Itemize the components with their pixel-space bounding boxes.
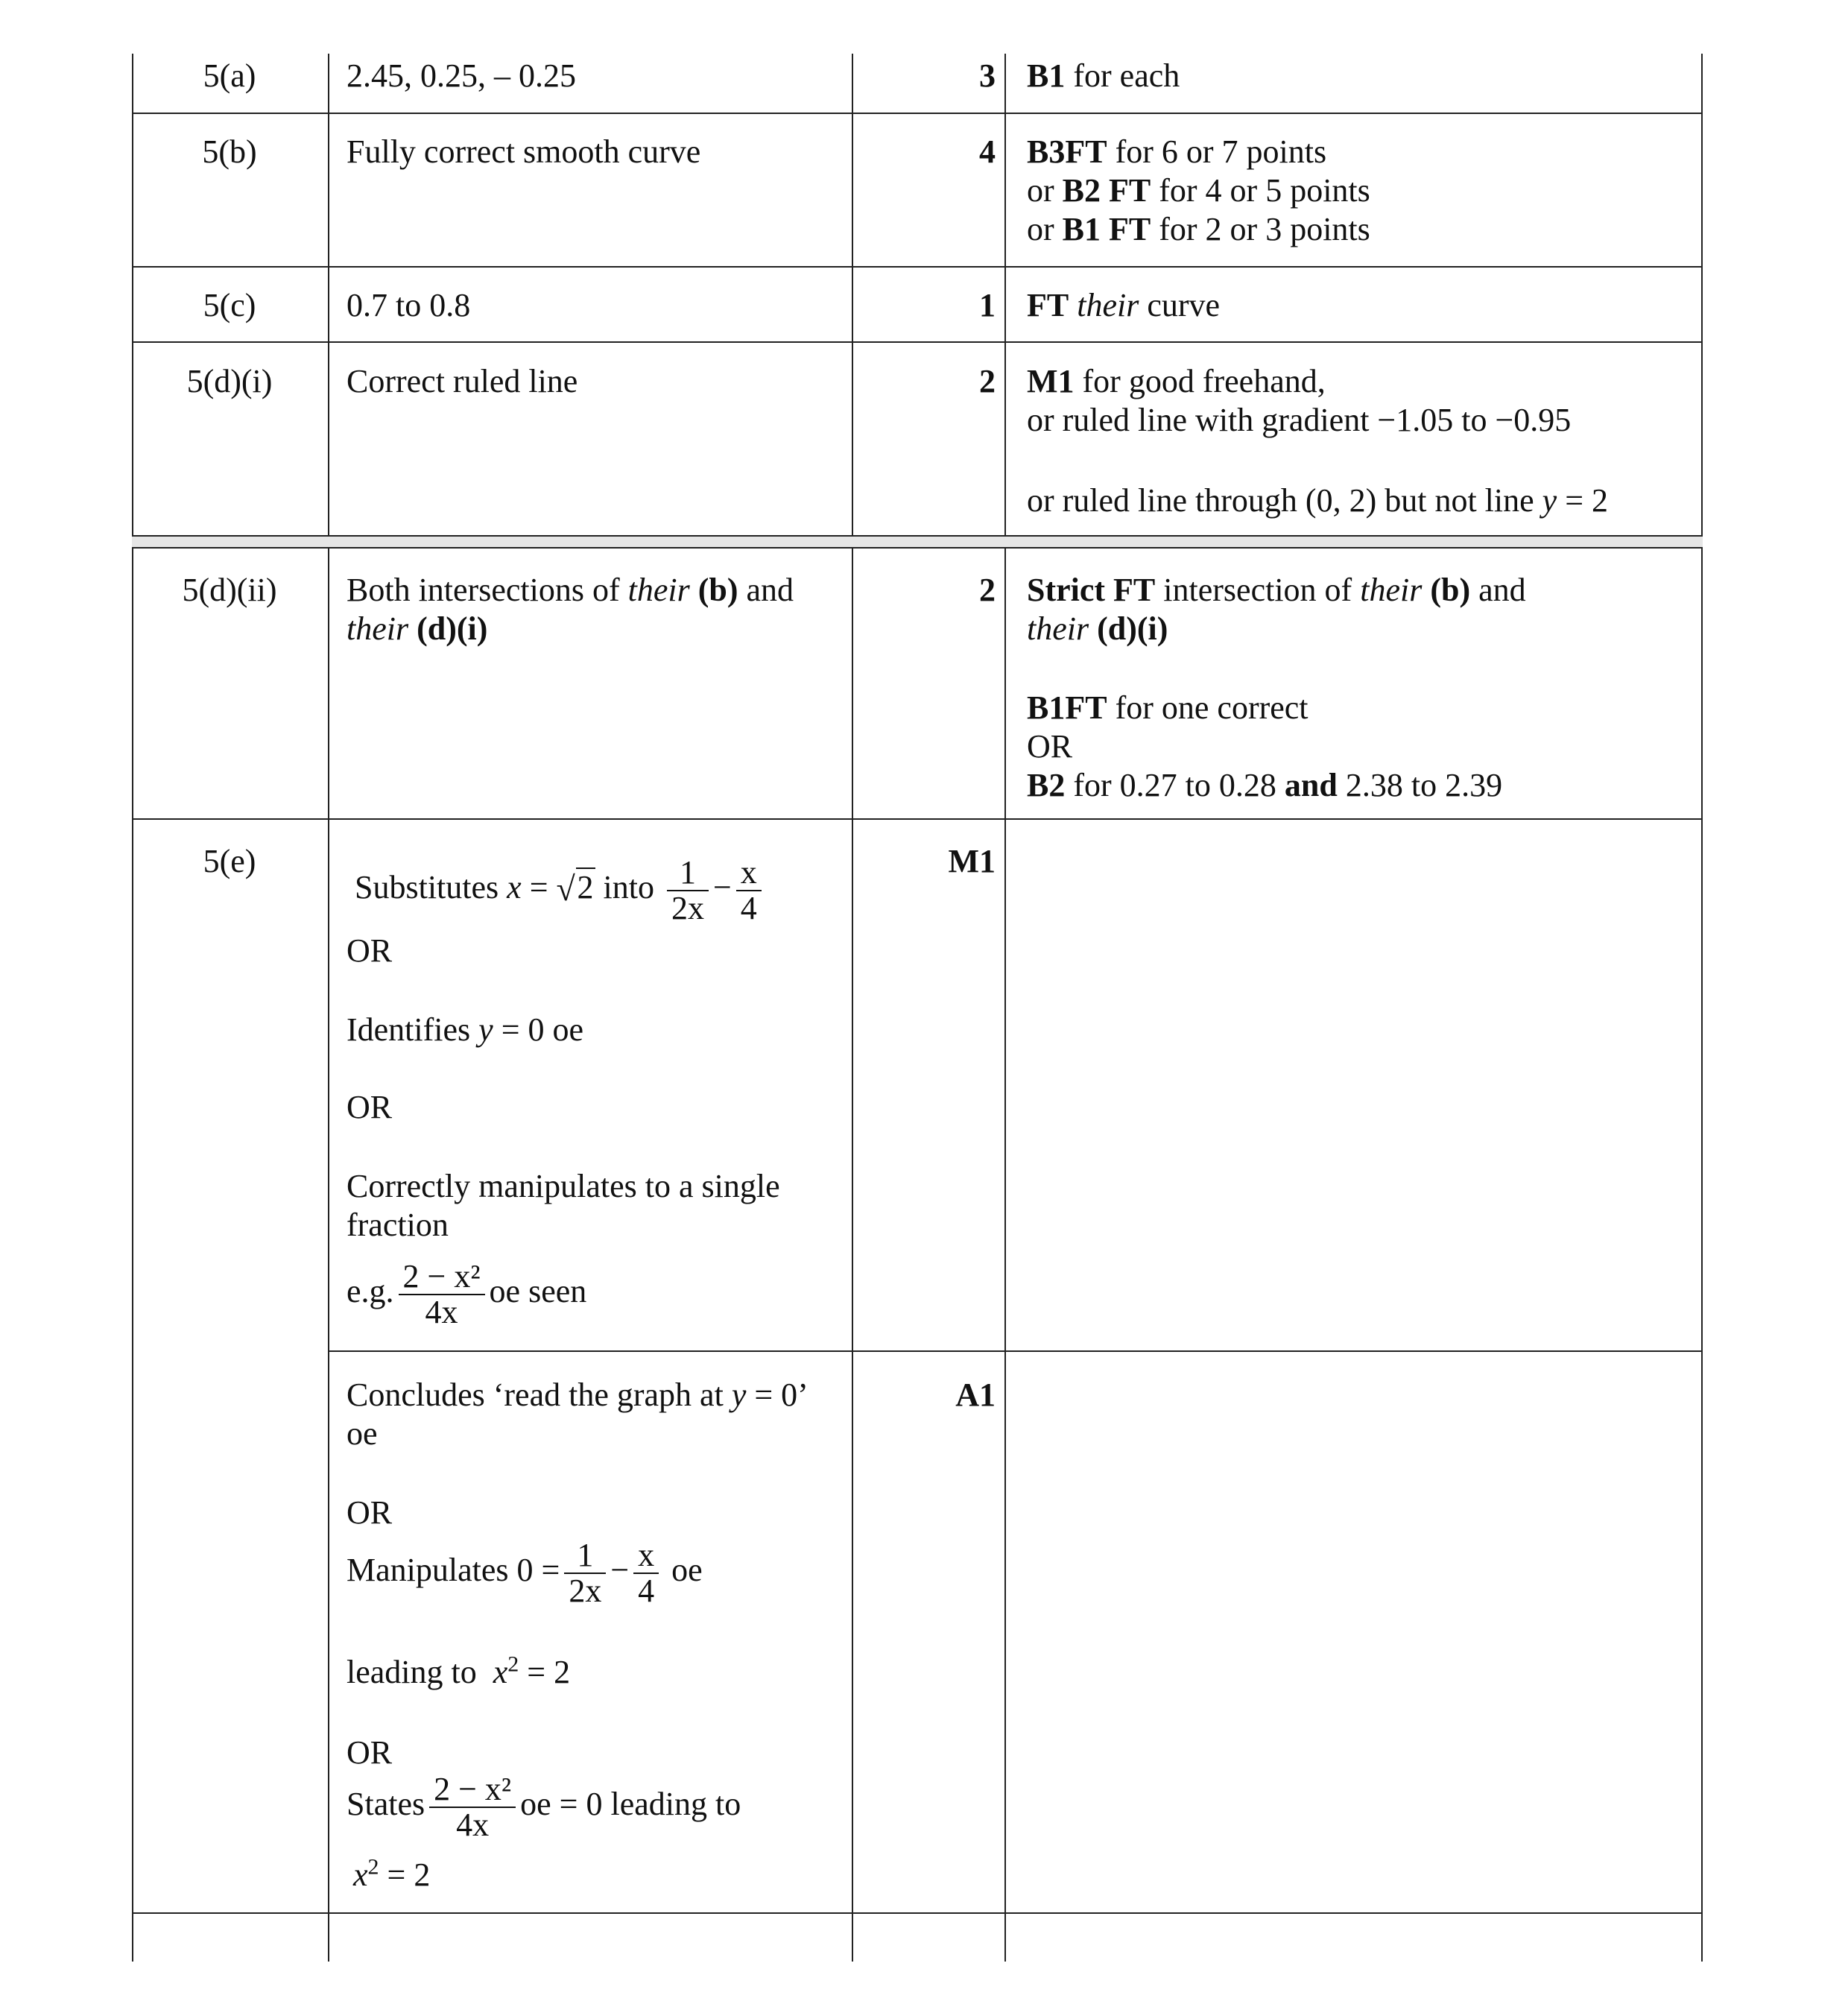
answer-fragment: oe <box>346 1415 378 1452</box>
guidance-fragment: = 2 <box>1557 482 1609 519</box>
answer-fragment: their <box>627 572 690 608</box>
mark-code: B1 FT <box>1062 211 1151 247</box>
question-number: 5(a) <box>203 57 256 94</box>
square-root: √ 2 <box>556 869 594 908</box>
mark-code: B2 <box>1027 767 1066 803</box>
minus-sign: − <box>712 869 732 906</box>
guidance-fragment: for 2 or 3 points <box>1151 211 1370 247</box>
question-number: 5(e) <box>203 843 256 879</box>
fraction-denominator: 4x <box>399 1294 485 1330</box>
answer-text <box>346 571 794 648</box>
answer-text <box>346 1538 703 1608</box>
guidance-text <box>1027 133 1370 249</box>
answer-fragment: Concludes ‘read the graph at <box>346 1377 732 1413</box>
fraction-denominator: 2x <box>667 890 709 926</box>
guidance-fragment: for 0.27 to 0.28 <box>1065 767 1285 803</box>
row-divider <box>132 266 1703 268</box>
row-divider <box>132 818 1703 820</box>
answer-text: OR <box>346 1089 393 1125</box>
page-break-band <box>132 537 1703 547</box>
guidance-fragment: for one correct <box>1107 689 1309 726</box>
answer-fragment: Both intersections of <box>346 572 628 608</box>
fraction: $\frac{x}{4}$ <box>633 1538 659 1608</box>
exponent: 2 <box>507 1652 519 1677</box>
answer-fragment: e.g. <box>346 1273 394 1310</box>
fraction: $\frac{1}{2x}$ <box>564 1538 606 1608</box>
guidance-fragment: or ruled line through (0, 2) but not line <box>1027 482 1542 519</box>
answer-fragment: (d)(i) <box>408 610 488 647</box>
table-border <box>1004 54 1006 1962</box>
answer-fragment: = 2 <box>519 1654 571 1690</box>
mark-code: B1FT <box>1027 689 1107 726</box>
math-var: x <box>493 1654 508 1690</box>
fraction-denominator: 2x <box>564 1573 606 1608</box>
guidance-fragment: (d)(i) <box>1089 610 1168 647</box>
answer-fragment: into <box>595 869 654 906</box>
guidance-fragment: or <box>1027 211 1063 247</box>
row-divider <box>132 1912 1703 1914</box>
answer-text: OR <box>346 932 393 969</box>
mark-code: B2 FT <box>1062 172 1151 209</box>
answer-text: OR <box>346 1734 393 1771</box>
fraction: $\frac{1}{2x}$ <box>667 856 709 926</box>
answer-fragment: their <box>346 610 409 647</box>
guidance-fragment: or <box>1027 172 1063 209</box>
answer-text: 0.7 to 0.8 <box>346 287 471 323</box>
guidance-fragment: their <box>1360 572 1423 608</box>
guidance-fragment: their <box>1027 610 1089 647</box>
answer-text <box>346 1376 808 1453</box>
answer-fragment: oe seen <box>489 1273 587 1310</box>
marks: M1 <box>948 843 996 879</box>
answer-fragment: oe = 0 leading to <box>520 1786 741 1823</box>
answer-fragment: Substitutes <box>355 869 507 906</box>
mark-code: B1 <box>1027 57 1066 94</box>
answer-text <box>346 1011 583 1049</box>
answer-text <box>346 1167 780 1245</box>
guidance-fragment: for 6 or 7 points <box>1107 133 1327 170</box>
guidance-fragment: and <box>1284 767 1338 803</box>
guidance-fragment: for 4 or 5 points <box>1151 172 1370 209</box>
answer-fragment: (b) <box>689 572 738 608</box>
guidance-fragment: curve <box>1139 287 1221 323</box>
table-border <box>852 54 853 1962</box>
answer-text <box>346 1772 741 1842</box>
marks: A1 <box>955 1377 996 1413</box>
guidance-fragment: y <box>1542 482 1557 519</box>
answer-text: Fully correct smooth curve <box>346 133 701 170</box>
guidance-text <box>1027 689 1502 805</box>
answer-fragment: leading to <box>346 1654 477 1690</box>
fraction-denominator: 4 <box>633 1573 659 1608</box>
fraction-denominator: 4x <box>429 1807 516 1842</box>
guidance-fragment: OR <box>1027 728 1073 765</box>
answer-text <box>355 856 766 926</box>
marks: 2 <box>979 572 996 608</box>
answer-fragment: = 0 oe <box>493 1011 584 1048</box>
marks: 4 <box>979 133 996 170</box>
answer-fragment: and <box>738 572 794 608</box>
fraction: $\frac{x}{4}$ <box>736 856 762 926</box>
guidance-fragment: 2.38 to 2.39 <box>1337 767 1503 803</box>
answer-fragment: Identifies <box>346 1011 479 1048</box>
answer-text: 2.45, 0.25, – 0.25 <box>346 57 576 94</box>
question-number: 5(c) <box>203 287 256 323</box>
answer-fragment: = 0’ <box>746 1377 808 1413</box>
row-divider <box>132 547 1703 549</box>
guidance-text <box>1027 286 1220 325</box>
guidance-fragment: their <box>1069 287 1139 323</box>
answer-fragment: oe <box>671 1552 703 1589</box>
answer-fragment: States <box>346 1786 425 1823</box>
fraction: $\frac{\text{2 − x²}}{4x}$ <box>429 1772 516 1842</box>
fraction: $\frac{\text{2 − x²}}{4x}$ <box>399 1259 485 1330</box>
guidance-fragment: for good freehand, <box>1074 363 1326 399</box>
marks: 1 <box>979 287 996 323</box>
answer-text: OR <box>346 1494 393 1531</box>
row-divider <box>328 1350 1703 1352</box>
mark-code: B3FT <box>1027 133 1107 170</box>
answer-fragment: = <box>521 869 557 906</box>
answer-text: Correct ruled line <box>346 363 578 399</box>
exponent: 2 <box>367 1854 379 1880</box>
question-number: 5(d)(ii) <box>182 572 277 608</box>
math-var: x <box>507 869 522 906</box>
math-var: y <box>731 1377 747 1413</box>
marks: 3 <box>979 57 996 94</box>
row-divider <box>132 341 1703 343</box>
answer-text <box>346 1653 570 1692</box>
question-number: 5(d)(i) <box>186 363 273 399</box>
mark-code: M1 <box>1027 363 1075 399</box>
guidance-fragment: and <box>1470 572 1526 608</box>
minus-sign: − <box>610 1552 630 1589</box>
guidance-fragment: intersection of <box>1155 572 1361 608</box>
math-var: x <box>353 1856 368 1893</box>
guidance-fragment: or ruled line with gradient −1.05 to −0.95 <box>1027 402 1572 438</box>
radical-icon: √ <box>556 870 575 908</box>
guidance-text <box>1027 57 1180 95</box>
row-divider <box>132 113 1703 114</box>
guidance-fragment: (b) <box>1422 572 1471 608</box>
fraction-denominator: 4 <box>736 890 762 926</box>
marks: 2 <box>979 363 996 399</box>
answer-fragment: Correctly manipulates to a single <box>346 1168 780 1204</box>
answer-fragment: 0 = <box>516 1552 560 1589</box>
table-border <box>328 54 329 1962</box>
answer-fragment: fraction <box>346 1207 449 1243</box>
answer-fragment: Manipulates <box>346 1552 509 1589</box>
guidance-text <box>1027 362 1571 440</box>
mark-code: Strict FT <box>1027 572 1156 608</box>
mark-code: FT <box>1027 287 1069 323</box>
table-border <box>1701 54 1703 1962</box>
guidance-fragment: for each <box>1065 57 1180 94</box>
table-border <box>132 54 133 1962</box>
guidance-text <box>1027 571 1526 648</box>
answer-text <box>353 1856 430 1894</box>
math-var: y <box>478 1011 493 1048</box>
question-number: 5(b) <box>202 133 257 170</box>
guidance-text <box>1027 481 1608 520</box>
answer-fragment: = 2 <box>379 1856 431 1893</box>
answer-text <box>346 1259 586 1330</box>
